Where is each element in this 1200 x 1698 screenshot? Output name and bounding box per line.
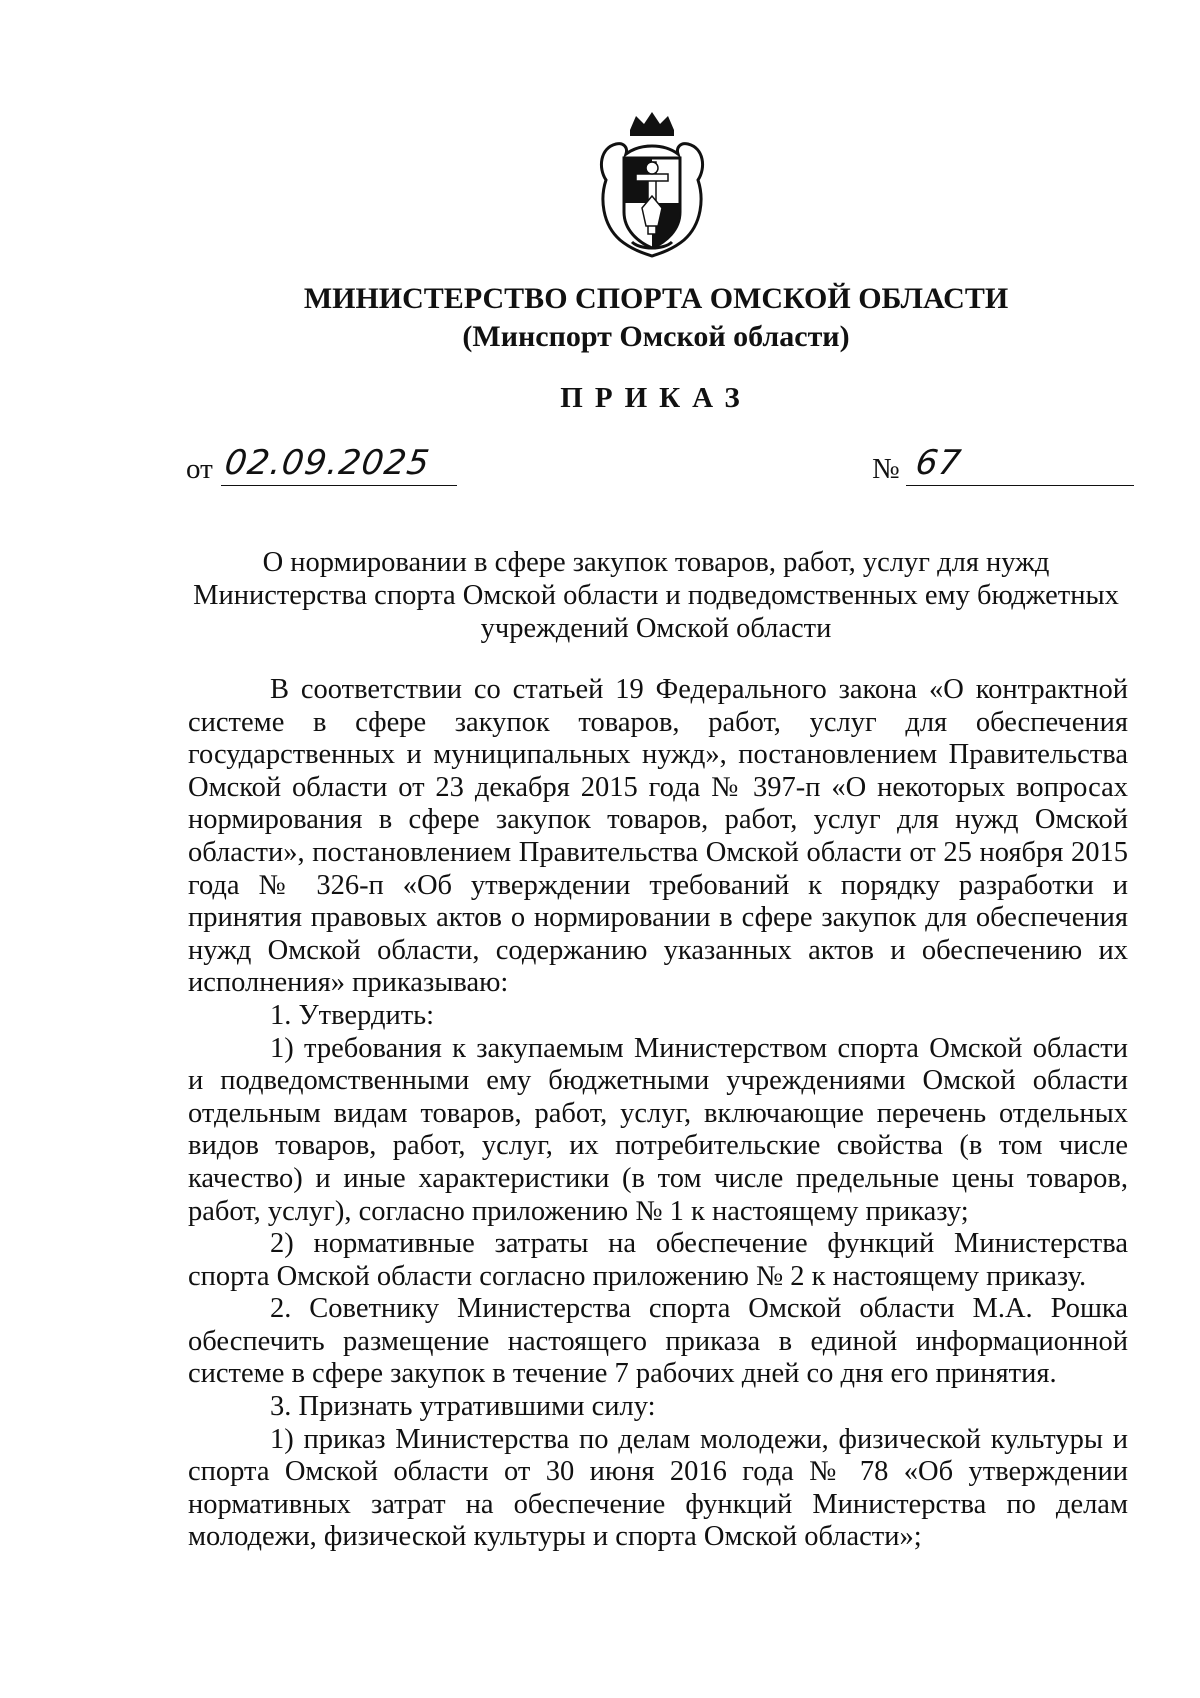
number-value: 67 [912,443,964,483]
date-prefix: от [186,453,213,485]
coat-of-arms-icon [592,108,712,258]
subject-line: учреждений Омской области [480,613,832,644]
organization-name: МИНИСТЕРСТВО СПОРТА ОМСКОЙ ОБЛАСТИ [303,282,1009,315]
number-underline [906,443,1134,486]
number-field [872,443,1134,486]
body-paragraph: 1) приказ Министерства по делам молодежи, физической культуры и спорта Омской области от 30 июня 2016 года № 78 «Об утверждении нормативных затрат на обеспечение функций Министерства по делам молодежи, физической культуры и спорта Омской области»; [188,1423,1128,1553]
body-paragraph: 1) требования к закупаемым Министерством спорта Омской области и подведомственными ему бюджетными учреждениями Омской области отдельным видам товаров, работ, услуг, включающие перечень отдельных видов товаров, работ, услуг, их потребительские свойства (в том числе качество) и иные характеристики (в том числе предельные цены товаров, работ, услуг), согласно приложению № 1 к настоящему приказу; [188,1032,1128,1227]
body-paragraph: 2. Советнику Министерства спорта Омской области М.А. Рошка обеспечить размещение настоящего приказа в единой информационной системе в сфере закупок в течение 7 рабочих дней со дня его принятия. [188,1293,1128,1390]
document-body [188,674,1128,1554]
subject-line: Министерства спорта Омской области и подведомственных ему бюджетных [193,580,1119,611]
date-value: 02.09.2025 [221,443,433,483]
document-type-title: ПРИКАЗ [560,382,752,414]
body-paragraph: 2) нормативные затраты на обеспечение функций Министерства спорта Омской области согласно приложению № 2 к настоящему приказу. [188,1228,1128,1292]
document-subject [186,546,1126,645]
number-prefix: № [872,453,900,485]
body-paragraph: В соответствии со статьей 19 Федерального закона «О контрактной системе в сфере закупок товаров, работ, услуг для обеспечения государственных и муниципальных нужд», постановлением Правительства Омской области от 23 декабря 2015 года № 397-п «О некоторых вопросах нормирования в сфере закупок товаров, работ, услуг для нужд Омской области», постановлением Правительства Омской области от 25 ноября 2015 года № 326-п «Об утверждении требований к порядку разработки и принятия правовых актов о нормировании в сфере закупок для обеспечения нужд Омской области, содержанию указанных актов и обеспечению их исполнения» приказываю: [188,674,1128,999]
body-paragraph: 1. Утвердить: [270,999,435,1031]
date-field [186,443,457,486]
subject-line: О нормировании в сфере закупок товаров, работ, услуг для нужд [262,547,1050,578]
body-paragraph: 3. Признать утратившими силу: [270,1391,656,1423]
date-underline [221,443,457,486]
organization-short-name: (Минспорт Омской области) [462,320,850,353]
